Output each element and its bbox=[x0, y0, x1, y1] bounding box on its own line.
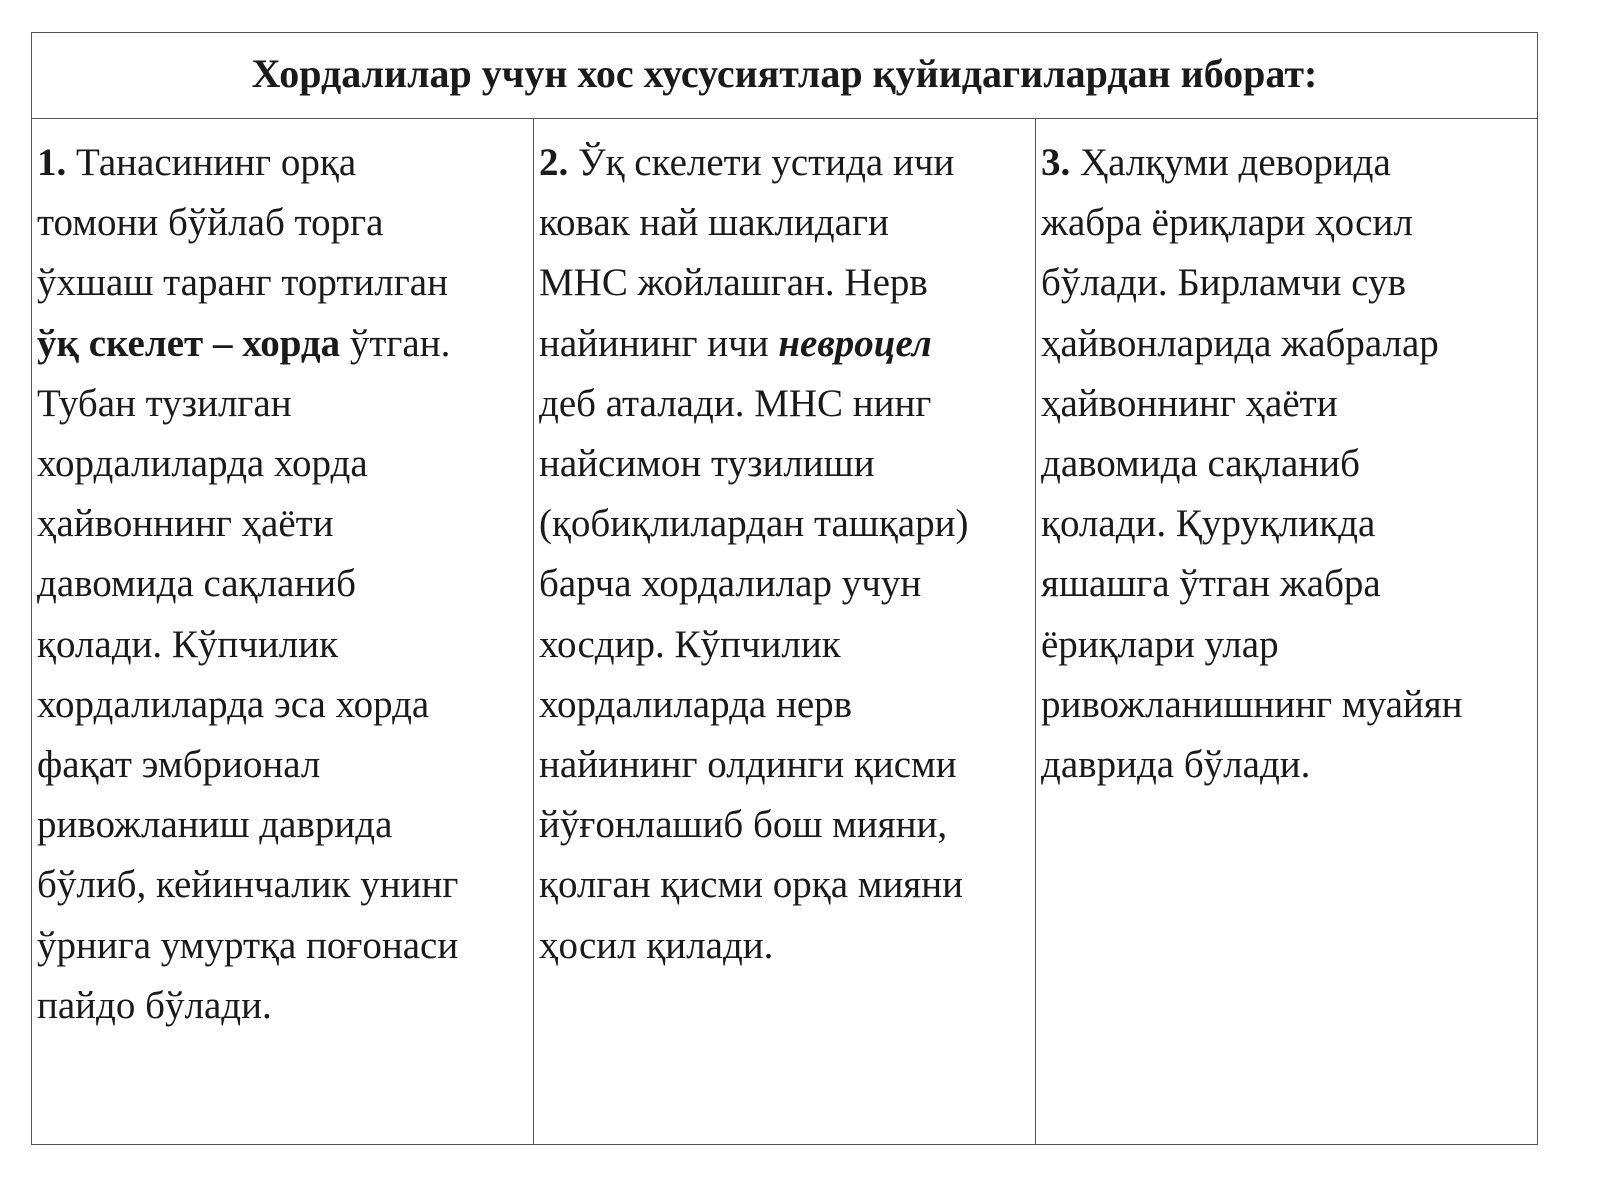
text-segment: ҳайвонларида жабралар bbox=[1041, 321, 1439, 365]
text-segment: ўтган. bbox=[340, 321, 451, 365]
text-line bbox=[37, 494, 533, 554]
text-segment: ривожланишнинг муайян bbox=[1041, 682, 1463, 726]
text-line bbox=[539, 193, 1035, 253]
text-segment: қолади. Кўпчилик bbox=[37, 622, 339, 666]
text-line bbox=[539, 374, 1035, 434]
column-2-cell bbox=[533, 119, 1035, 1144]
item-number: 3. bbox=[1041, 141, 1071, 184]
emphasized-term: ўқ скелет – хорда bbox=[37, 321, 341, 365]
text-segment: хордалиларда эса хорда bbox=[37, 682, 430, 726]
text-segment: ҳайвоннинг ҳаёти bbox=[37, 502, 334, 546]
text-segment: йўғонлашиб бош мияни, bbox=[539, 803, 948, 847]
text-segment: ёриқлари улар bbox=[1041, 622, 1279, 666]
text-line bbox=[37, 193, 533, 253]
text-segment: найсимон тузилиши bbox=[539, 442, 875, 486]
text-segment: найининг ичи bbox=[539, 321, 779, 365]
text-segment: Танасининг орқа bbox=[66, 141, 357, 184]
text-line bbox=[37, 976, 533, 1036]
text-line bbox=[37, 916, 533, 976]
text-segment: бўлиб, кейинчалик унинг bbox=[37, 863, 459, 907]
text-line bbox=[539, 434, 1035, 494]
features-table bbox=[31, 32, 1538, 1145]
text-segment: томони бўйлаб торга bbox=[37, 201, 384, 245]
text-segment: хордалиларда нерв bbox=[539, 682, 853, 726]
text-line bbox=[37, 314, 533, 374]
text-segment: Тубан тузилган bbox=[37, 381, 292, 425]
text-segment: қолган қисми орқа мияни bbox=[539, 863, 963, 907]
text-segment: (қобиқлилардан ташқари) bbox=[539, 502, 969, 546]
text-line bbox=[1041, 615, 1537, 675]
text-segment: давомида сақланиб bbox=[37, 562, 356, 606]
text-segment: пайдо бўлади. bbox=[37, 983, 272, 1027]
text-line bbox=[539, 675, 1035, 735]
text-line bbox=[539, 916, 1035, 976]
text-line bbox=[37, 253, 533, 313]
text-line bbox=[1041, 133, 1537, 193]
text-segment: хосдир. Кўпчилик bbox=[539, 622, 841, 666]
item-number: 2. bbox=[539, 141, 569, 184]
text-segment: Ўқ скелети устида ичи bbox=[568, 141, 955, 184]
text-segment: бўлади. Бирламчи сув bbox=[1041, 261, 1406, 305]
text-line bbox=[1041, 554, 1537, 614]
text-segment: МНС жойлашган. Нерв bbox=[539, 261, 928, 305]
text-line bbox=[539, 253, 1035, 313]
text-segment: ҳосил қилади. bbox=[539, 923, 774, 967]
text-line bbox=[1041, 434, 1537, 494]
table-title: Хордалилар учун хос хусусиятлар қуйидагилардан иборат: bbox=[32, 33, 1537, 119]
text-line bbox=[539, 615, 1035, 675]
text-line bbox=[1041, 193, 1537, 253]
item-number: 1. bbox=[37, 141, 67, 184]
text-segment: барча хордалилар учун bbox=[539, 562, 922, 606]
text-line bbox=[37, 675, 533, 735]
text-line bbox=[37, 434, 533, 494]
text-line bbox=[539, 554, 1035, 614]
text-line bbox=[539, 735, 1035, 795]
text-segment: ўрнига умуртқа поғонаси bbox=[37, 923, 459, 967]
text-line bbox=[1041, 735, 1537, 795]
text-line bbox=[1041, 675, 1537, 735]
text-line bbox=[539, 133, 1035, 193]
text-line bbox=[1041, 374, 1537, 434]
text-segment: қолади. Қуруқликда bbox=[1041, 502, 1376, 546]
text-segment: Ҳалқуми деворида bbox=[1070, 141, 1391, 184]
text-segment: ўхшаш таранг тортилган bbox=[37, 261, 448, 305]
text-line bbox=[37, 374, 533, 434]
text-segment: ковак най шаклидаги bbox=[539, 201, 889, 245]
text-line bbox=[1041, 253, 1537, 313]
column-3-cell bbox=[1035, 119, 1537, 1144]
text-segment: яшашга ўтган жабра bbox=[1041, 562, 1381, 606]
text-segment: хордалиларда хорда bbox=[37, 442, 368, 486]
text-line bbox=[539, 494, 1035, 554]
table-body bbox=[32, 119, 1537, 1144]
text-segment: фақат эмбрионал bbox=[37, 743, 321, 787]
text-line bbox=[37, 554, 533, 614]
text-segment: давомида сақланиб bbox=[1041, 442, 1360, 486]
text-line bbox=[1041, 314, 1537, 374]
text-segment: ҳайвоннинг ҳаёти bbox=[1041, 381, 1338, 425]
text-segment: деб аталади. МНС нинг bbox=[539, 381, 932, 425]
text-line bbox=[37, 615, 533, 675]
text-line bbox=[37, 133, 533, 193]
text-line bbox=[539, 314, 1035, 374]
text-segment: найининг олдинги қисми bbox=[539, 743, 957, 787]
text-line bbox=[37, 735, 533, 795]
column-1-cell bbox=[32, 119, 533, 1144]
text-segment: даврида бўлади. bbox=[1041, 743, 1311, 787]
text-segment: жабра ёриқлари ҳосил bbox=[1041, 201, 1413, 245]
text-line bbox=[539, 855, 1035, 915]
text-line bbox=[37, 855, 533, 915]
text-line bbox=[37, 795, 533, 855]
text-line bbox=[1041, 494, 1537, 554]
emphasized-term: невроцел bbox=[778, 321, 932, 365]
text-segment: ривожланиш даврида bbox=[37, 803, 393, 847]
text-line bbox=[539, 795, 1035, 855]
